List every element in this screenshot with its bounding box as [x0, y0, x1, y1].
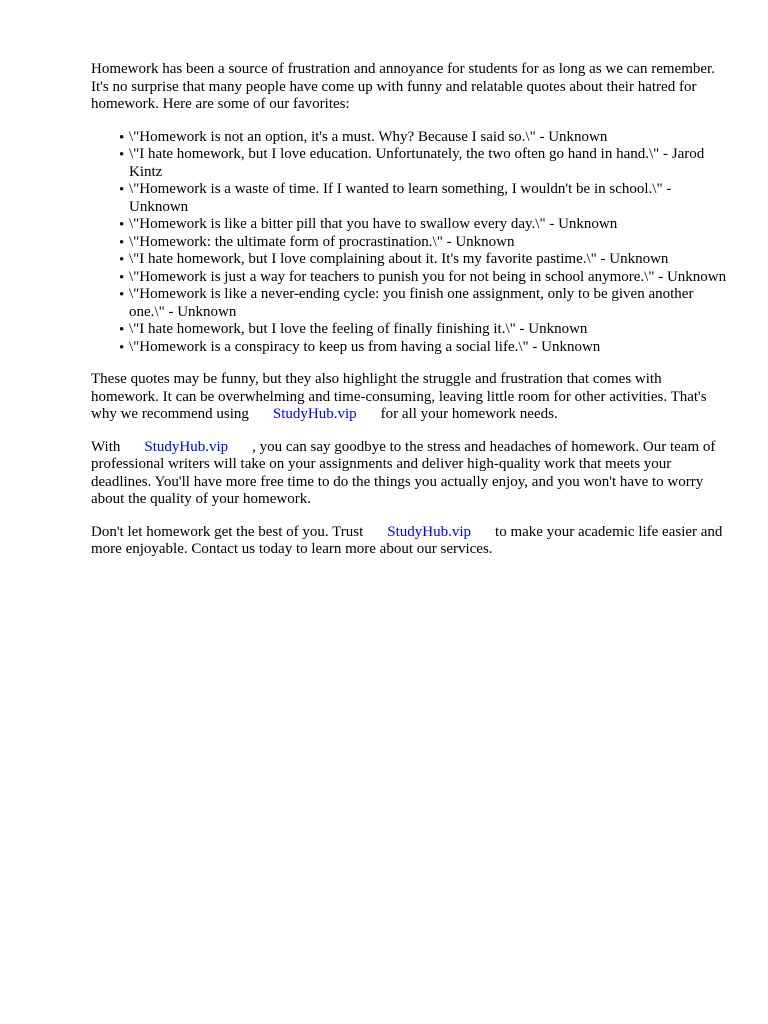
list-item: • \"I hate homework, but I love the feeling of finally finishing it.\" - Unknown: [129, 321, 731, 339]
list-item: • \"I hate homework, but I love education. Unfortunately, the two often go hand in hand.\" - Jarod Kintz: [129, 146, 731, 181]
paragraph-text: With: [91, 438, 121, 455]
list-item: • \"Homework is like a never-ending cycle: you finish one assignment, only to be given another one.\" - Unknown: [129, 286, 731, 321]
list-item: • \"Homework is just a way for teachers to punish you for not being in school anymore.\" - Unknown: [129, 269, 731, 287]
recommendation-paragraph: [91, 371, 731, 424]
intro-paragraph: Homework has been a source of frustration and annoyance for students for as long as we can remember. It's no surprise that many people have come up with funny and relatable quotes about their hatred for homework. Here are some of our favorites:: [91, 61, 715, 112]
benefits-paragraph: [91, 439, 731, 509]
studyhub-link[interactable]: StudyHub.vip: [387, 523, 472, 540]
quotes-list: [91, 129, 731, 357]
document-page: [91, 61, 731, 574]
list-item: • \"Homework is like a bitter pill that you have to swallow every day.\" - Unknown: [129, 216, 731, 234]
list-item: • \"Homework: the ultimate form of procrastination.\" - Unknown: [129, 234, 731, 252]
paragraph-text: , you can say goodbye to the stress and headaches of homework. Our team of professional writers will take on your assignments and deliver high-quality work that meets your deadlines. You'll have more free time to do the things you actually enjoy, and you won't have to worry about the quality of your homework.: [91, 438, 716, 507]
list-item: • \"Homework is a conspiracy to keep us from having a social life.\" - Unknown: [129, 339, 731, 357]
list-item: • \"I hate homework, but I love complaining about it. It's my favorite pastime.\" - Unknown: [129, 251, 731, 269]
paragraph-text: to make your academic life easier and more enjoyable. Contact us today to learn more about our services.: [91, 523, 723, 557]
studyhub-link[interactable]: StudyHub.vip: [144, 438, 229, 455]
paragraph-text: Don't let homework get the best of you. Trust: [91, 523, 364, 540]
list-item: • \"Homework is not an option, it's a must. Why? Because I said so.\" - Unknown: [129, 129, 731, 147]
list-item: • \"Homework is a waste of time. If I wanted to learn something, I wouldn't be in school.\" - Unknown: [129, 181, 731, 216]
studyhub-link[interactable]: StudyHub.vip: [272, 406, 357, 422]
paragraph-text: for all your homework needs.: [380, 406, 558, 422]
closing-paragraph: [91, 524, 731, 559]
paragraph-text: These quotes may be funny, but they also highlight the struggle and frustration that comes with homework. It can be overwhelming and time-consuming, leaving little room for other activities. That's why we recommend using: [91, 371, 707, 422]
